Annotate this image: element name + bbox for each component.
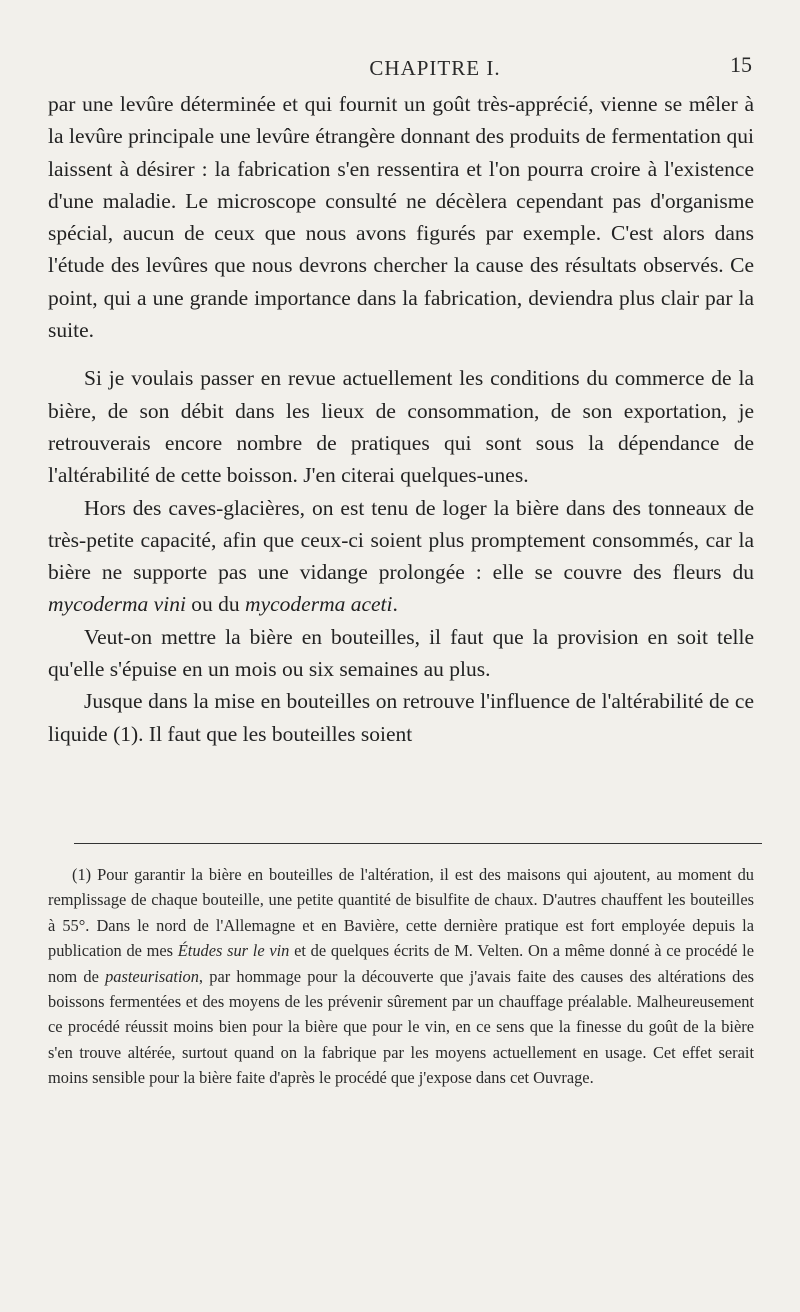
- footnote-text-1: (1) Pour garantir la bière en bouteilles de l'altération, il est des maisons qui ajoutent, au moment du remplissage de chaque bouteille, une petite quantité de bisulfite de chaux. D'autres chauffent les bouteilles à 55°. Dans le nord de l'Allemagne et en Bavière, cette dernière pratique est fort employée depuis la publication de mes: [48, 865, 754, 961]
- term-mycoderma-aceti: mycoderma aceti: [245, 592, 393, 617]
- footnote-term-pasteurisation: pasteurisation: [105, 966, 199, 986]
- main-text: [48, 88, 754, 750]
- footnote-text-2: et de quelques écrits de M. Velten. On a même donné à ce procédé le nom de: [48, 941, 754, 986]
- term-mycoderma-vini: mycoderma vini: [48, 592, 186, 617]
- chapter-title: CHAPITRE I.: [369, 56, 501, 80]
- footnote-divider: [74, 843, 762, 844]
- paragraph-3-text-end: .: [392, 592, 398, 617]
- page-header: [110, 50, 760, 90]
- footnote-text-3: , par hommage pour la découverte que j'avais faite des causes des altérations des boissons fermentées et des moyens de les prévenir sûrement par un chauffage préalable. Malheureusement ce procédé réussit moins bien pour la bière que pour le vin, en ce sens que la finesse du goût de la bière s'en trouve altérée, surtout quand on la fabrique par les moyens actuellement en usage. Cet effet serait moins sensible pour la bière faite d'après le procédé que j'expose dans cet Ouvrage.: [48, 966, 754, 1088]
- footnote: [48, 862, 754, 1091]
- paragraph-3-text: Hors des caves-glacières, on est tenu de loger la bière dans des tonneaux de très-petite capacité, afin que ceux-ci soient plus promptement consommés, car la bière ne supporte pas une vidange prolongée : elle se couvre des fleurs du: [48, 495, 754, 585]
- footnote-title-etudes: Études sur le vin: [177, 941, 290, 961]
- footnote-1: [48, 862, 754, 1091]
- page-number: 15: [730, 52, 752, 77]
- paragraph-3: [48, 492, 754, 621]
- paragraph-4: Veut-on mettre la bière en bouteilles, il faut que la provision en soit telle qu'elle s'épuise en un mois ou six semaines au plus.: [48, 624, 754, 682]
- paragraph-1: par une levûre déterminée et qui fournit un goût très-apprécié, vienne se mêler à la levûre principale une levûre étrangère donnant des produits de fermentation qui laissent à désirer : la fabrication s'en ressentira et l'on pourra croire à l'existence d'une maladie. Le microscope consulté ne décèlera cependant pas d'organisme spécial, aucun de ceux que nous avons figurés par exemple. C'est alors dans l'étude des levûres que nous devrons chercher la cause des résultats observés. Ce point, qui a une grande importance dans la fabrication, deviendra plus clair par la suite.: [48, 92, 754, 343]
- paragraph-5: Jusque dans la mise en bouteilles on retrouve l'influence de l'altérabilité de ce liquide (1). Il faut que les bouteilles soient: [48, 689, 754, 746]
- paragraph-2: Si je voulais passer en revue actuellement les conditions du commerce de la bière, de son débit dans les lieux de consommation, de son exportation, je retrouverais encore nombre de pratiques qui sont sous la dépendance de l'altérabilité de cette boisson. J'en citerai quelques-unes.: [48, 366, 754, 488]
- paragraph-3-text-mid: ou du: [185, 592, 246, 617]
